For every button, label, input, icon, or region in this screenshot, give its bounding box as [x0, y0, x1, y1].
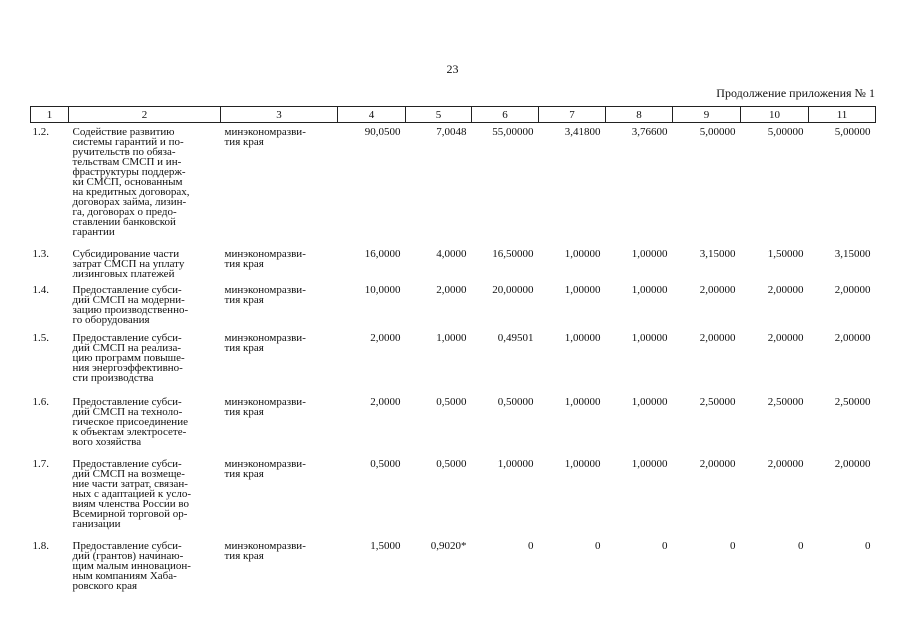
executor: минэкономразви- тия края — [224, 331, 306, 354]
measure-name: Предоставление субси- дий СМСП на реализа- цию программ повыше- ния энергоэффективно- сти производства — [72, 331, 185, 384]
value-cell: 10,0000 — [364, 283, 401, 296]
value-cell: 2,0000 — [436, 283, 467, 296]
column-header: 1 — [31, 107, 69, 123]
executor: минэкономразви- тия края — [224, 126, 306, 148]
value-cell: 2,0000 — [370, 331, 401, 344]
table-row — [31, 395, 876, 457]
continuation-label: Продолжение приложения № 1 — [716, 86, 875, 100]
column-header: 5 — [406, 107, 472, 123]
table-row — [31, 123, 876, 247]
value-cell: 2,00000 — [767, 283, 804, 296]
value-cell: 1,00000 — [631, 283, 668, 296]
value-cell: 5,00000 — [834, 126, 871, 138]
value-cell: 5,00000 — [767, 126, 804, 138]
value-cell: 1,00000 — [631, 457, 668, 470]
table-row — [31, 247, 876, 283]
table-row — [31, 457, 876, 539]
value-cell: 1,00000 — [564, 283, 601, 296]
value-cell: 2,00000 — [699, 331, 736, 344]
value-cell: 1,00000 — [631, 247, 668, 260]
value-cell: 1,5000 — [370, 539, 401, 552]
value-cell: 2,00000 — [834, 283, 871, 296]
value-cell: 3,76600 — [631, 126, 668, 138]
value-cell: 0,5000 — [436, 457, 467, 470]
value-cell: 4,0000 — [436, 247, 467, 260]
value-cell: 55,00000 — [492, 126, 534, 138]
value-cell: 2,00000 — [767, 331, 804, 344]
value-cell: 1,0000 — [436, 331, 467, 344]
value-cell: 0 — [595, 539, 601, 552]
measure-name: Предоставление субси- дий СМСП на модерни- зацию производственно- го оборудования — [72, 283, 189, 326]
value-cell: 16,0000 — [364, 247, 401, 260]
measure-name: Субсидирование части затрат СМСП на уплату лизинговых платежей — [72, 247, 185, 280]
row-index: 1.3. — [32, 247, 49, 260]
measure-name: Предоставление субси- дий (грантов) начинаю- щим малым инновацион- ным компаниям Хаба- ровского края — [72, 539, 191, 592]
value-cell: 0,49501 — [497, 331, 534, 344]
appendix-table — [30, 106, 876, 599]
header-row — [31, 107, 876, 123]
value-cell: 1,00000 — [631, 331, 668, 344]
value-cell: 2,0000 — [370, 395, 401, 408]
value-cell: 2,00000 — [699, 457, 736, 470]
value-cell: 3,41800 — [564, 126, 601, 138]
executor: минэкономразви- тия края — [224, 395, 306, 418]
column-header: 11 — [809, 107, 876, 123]
value-cell: 1,00000 — [631, 395, 668, 408]
value-cell: 2,50000 — [699, 395, 736, 408]
row-index: 1.2. — [32, 126, 49, 138]
column-header: 3 — [221, 107, 338, 123]
executor: минэкономразви- тия края — [224, 247, 306, 270]
row-index: 1.5. — [32, 331, 49, 344]
value-cell: 1,00000 — [564, 247, 601, 260]
table-row — [31, 283, 876, 331]
value-cell: 90,0500 — [364, 126, 401, 138]
value-cell: 2,00000 — [834, 457, 871, 470]
value-cell: 7,0048 — [436, 126, 467, 138]
value-cell: 0 — [865, 539, 871, 552]
value-cell: 1,50000 — [767, 247, 804, 260]
value-cell: 3,15000 — [699, 247, 736, 260]
value-cell: 20,00000 — [492, 283, 534, 296]
value-cell: 0,5000 — [370, 457, 401, 470]
value-cell: 2,50000 — [834, 395, 871, 408]
column-header: 9 — [673, 107, 741, 123]
measure-name: Предоставление субси- дий СМСП на возмеще- ние части затрат, связан- ных с адаптацией к усло- виям членства России во Всемирной торговой ор- ганизации — [72, 457, 192, 530]
row-index: 1.4. — [32, 283, 49, 296]
value-cell: 1,00000 — [564, 331, 601, 344]
value-cell: 1,00000 — [564, 457, 601, 470]
value-cell: 3,15000 — [834, 247, 871, 260]
executor: минэкономразви- тия края — [224, 457, 306, 480]
column-header: 8 — [606, 107, 673, 123]
value-cell: 0 — [662, 539, 668, 552]
value-cell: 0,5000 — [436, 395, 467, 408]
value-cell: 1,00000 — [497, 457, 534, 470]
column-header: 2 — [69, 107, 221, 123]
measure-name: Предоставление субси- дий СМСП на техноло- гическое присоединение к объектам электросете- вого хозяйства — [72, 395, 188, 448]
value-cell: 0,9020* — [430, 539, 467, 552]
value-cell: 2,50000 — [767, 395, 804, 408]
executor: минэкономразви- тия края — [224, 283, 306, 306]
value-cell: 0 — [528, 539, 534, 552]
column-header: 4 — [338, 107, 406, 123]
value-cell: 0 — [730, 539, 736, 552]
table-row — [31, 331, 876, 395]
column-header: 6 — [472, 107, 539, 123]
value-cell: 1,00000 — [564, 395, 601, 408]
column-header: 10 — [741, 107, 809, 123]
row-index: 1.7. — [32, 457, 49, 470]
row-index: 1.6. — [32, 395, 49, 408]
measure-name: Содействие развитию системы гарантий и по- ручительств по обяза- тельствам СМСП и ин- фраструктуры поддерж- ки СМСП, основанным на кредитных договорах, договорах займа, лизин- га, договорах о предо- ставлении банковской гарантии — [72, 126, 190, 238]
table-row — [31, 539, 876, 599]
value-cell: 0 — [798, 539, 804, 552]
value-cell: 0,50000 — [497, 395, 534, 408]
column-header: 7 — [539, 107, 606, 123]
value-cell: 2,00000 — [834, 331, 871, 344]
executor: минэкономразви- тия края — [224, 539, 306, 562]
value-cell: 5,00000 — [699, 126, 736, 138]
value-cell: 2,00000 — [699, 283, 736, 296]
row-index: 1.8. — [32, 539, 49, 552]
page-number: 23 — [446, 62, 459, 76]
value-cell: 16,50000 — [492, 247, 534, 260]
value-cell: 2,00000 — [767, 457, 804, 470]
